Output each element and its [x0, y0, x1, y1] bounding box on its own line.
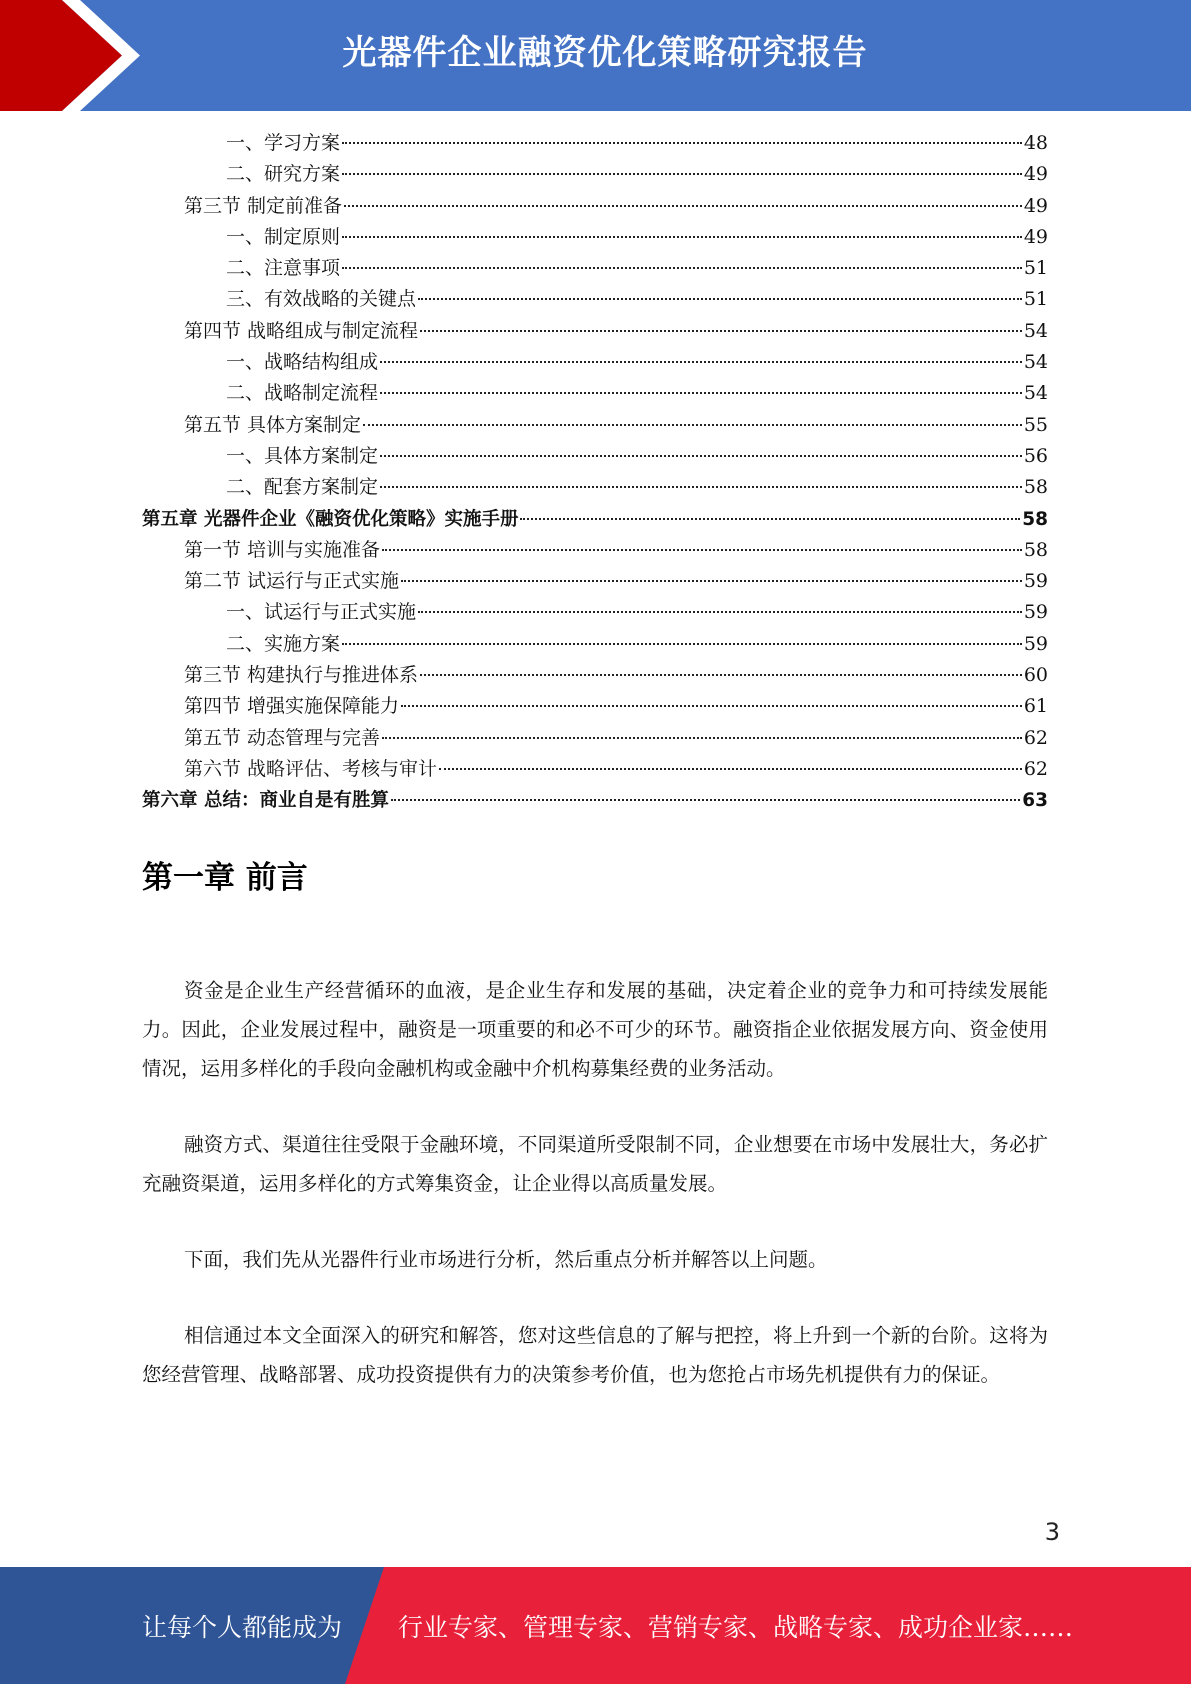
toc-entry-label: 二、研究方案 — [226, 163, 341, 186]
toc-dot-leader — [342, 173, 1022, 175]
toc-entry[interactable] — [142, 441, 1048, 472]
toc-dot-leader — [342, 236, 1022, 238]
toc-entry-page: 58 — [1022, 508, 1048, 530]
toc-entry-page: 54 — [1023, 382, 1048, 405]
toc-entry[interactable] — [142, 284, 1048, 315]
toc-entry[interactable] — [142, 629, 1048, 660]
toc-entry-label: 第六节 战略评估、考核与审计 — [184, 757, 438, 780]
toc-dot-leader — [363, 424, 1022, 426]
header-title: 光器件企业融资优化策略研究报告 — [342, 33, 868, 73]
toc-entry-chapter[interactable] — [142, 504, 1048, 535]
toc-entry-label: 二、配套方案制定 — [226, 476, 379, 499]
toc-dot-leader — [344, 205, 1022, 207]
toc-entry[interactable] — [142, 128, 1048, 159]
toc-entry-page: 59 — [1023, 570, 1048, 593]
toc-dot-leader — [380, 361, 1022, 363]
toc-dot-leader — [342, 267, 1022, 269]
toc-entry-label: 第三节 构建执行与推进体系 — [184, 664, 419, 687]
toc-entry-label: 第五节 动态管理与完善 — [184, 726, 381, 749]
toc-entry-page: 60 — [1023, 664, 1048, 687]
toc-entry-page: 61 — [1023, 695, 1048, 718]
toc-entry[interactable] — [142, 191, 1048, 222]
body-paragraph: 相信通过本文全面深入的研究和解答，您对这些信息的了解与把控，将上升到一个新的台阶。这将为您经营管理、战略部署、成功投资提供有力的决策参考价值，也为您抢占市场先机提供有力的保证。 — [142, 1323, 1048, 1386]
toc-entry-page: 49 — [1023, 225, 1048, 248]
toc-dot-leader — [342, 643, 1022, 645]
toc-entry-page: 55 — [1023, 413, 1048, 436]
footer-slogan-left: 让每个人都能成为 — [142, 1613, 343, 1642]
toc-entry[interactable] — [142, 660, 1048, 691]
table-of-contents — [142, 128, 1048, 817]
toc-entry-page: 56 — [1023, 444, 1048, 467]
toc-entry-label: 第一节 培训与实施准备 — [184, 538, 381, 561]
toc-entry-label: 第四节 增强实施保障能力 — [184, 695, 400, 718]
footer-slogan-right: 行业专家、管理专家、营销专家、战略专家、成功企业家…… — [398, 1613, 1074, 1642]
toc-entry-label: 第五节 具体方案制定 — [184, 413, 362, 436]
toc-dot-leader — [342, 142, 1022, 144]
page-footer — [0, 1567, 1191, 1684]
toc-entry-label: 第四节 战略组成与制定流程 — [184, 319, 419, 342]
toc-entry-label: 三、有效战略的关键点 — [226, 288, 417, 311]
toc-entry-label: 一、试运行与正式实施 — [226, 601, 417, 624]
toc-entry-page: 48 — [1023, 132, 1048, 154]
toc-entry-label: 一、具体方案制定 — [226, 444, 379, 467]
toc-entry-label: 一、学习方案 — [226, 132, 341, 154]
toc-entry[interactable] — [142, 472, 1048, 503]
toc-entry-label: 一、战略结构组成 — [226, 351, 379, 374]
page-number: 3 — [1044, 1518, 1060, 1546]
toc-entry-page: 63 — [1022, 790, 1048, 812]
toc-entry[interactable] — [142, 253, 1048, 284]
toc-dot-leader — [420, 330, 1022, 332]
chapter-title: 第一章 前言 — [142, 860, 308, 896]
toc-dot-leader — [380, 486, 1022, 488]
toc-entry-page: 62 — [1023, 726, 1048, 749]
toc-entry[interactable] — [142, 597, 1048, 628]
toc-entry-label: 第三节 制定前准备 — [184, 194, 343, 217]
toc-entry[interactable] — [142, 535, 1048, 566]
toc-entry-page: 62 — [1023, 757, 1048, 780]
toc-dot-leader — [391, 799, 1020, 801]
toc-dot-leader — [439, 768, 1022, 770]
toc-dot-leader — [520, 518, 1020, 520]
toc-entry-label: 第二节 试运行与正式实施 — [184, 570, 400, 593]
toc-dot-leader — [380, 392, 1022, 394]
toc-entry-label: 二、实施方案 — [226, 632, 341, 655]
toc-entry[interactable] — [142, 378, 1048, 409]
toc-entry-page: 58 — [1023, 538, 1048, 561]
toc-entry-page: 54 — [1023, 319, 1048, 342]
toc-entry[interactable] — [142, 566, 1048, 597]
header-arrow-decoration — [0, 0, 160, 111]
toc-entry-label: 一、制定原则 — [226, 225, 341, 248]
body-paragraph: 融资方式、渠道往往受限于金融环境，不同渠道所受限制不同，企业想要在市场中发展壮大，务必扩充融资渠道，运用多样化的方式筹集资金，让企业得以高质量发展。 — [142, 1132, 1048, 1195]
toc-entry-label: 二、注意事项 — [226, 257, 341, 280]
toc-entry-page: 59 — [1023, 601, 1048, 624]
toc-entry[interactable] — [142, 691, 1048, 722]
toc-entry[interactable] — [142, 410, 1048, 441]
toc-dot-leader — [401, 580, 1022, 582]
toc-entry[interactable] — [142, 222, 1048, 253]
toc-entry-page: 49 — [1023, 163, 1048, 186]
page-header — [0, 0, 1191, 111]
toc-dot-leader — [382, 549, 1022, 551]
toc-dot-leader — [420, 674, 1022, 676]
toc-dot-leader — [382, 737, 1022, 739]
toc-entry-chapter[interactable] — [142, 785, 1048, 816]
toc-entry[interactable] — [142, 159, 1048, 190]
body-paragraph: 下面，我们先从光器件行业市场进行分析，然后重点分析并解答以上问题。 — [184, 1247, 828, 1271]
toc-dot-leader — [401, 705, 1022, 707]
toc-entry-page: 49 — [1023, 194, 1048, 217]
toc-dot-leader — [380, 455, 1022, 457]
toc-dot-leader — [418, 611, 1022, 613]
body-paragraph: 资金是企业生产经营循环的血液，是企业生存和发展的基础，决定着企业的竞争力和可持续发展能力。因此，企业发展过程中，融资是一项重要的和必不可少的环节。融资指企业依据发展方向、资金使用情况，运用多样化的手段向金融机构或金融中介机构募集经费的业务活动。 — [142, 978, 1048, 1080]
toc-entry-page: 51 — [1023, 257, 1048, 280]
toc-entry-page: 51 — [1023, 288, 1048, 311]
toc-dot-leader — [418, 298, 1022, 300]
toc-entry-label: 第五章 光器件企业《融资优化策略》实施手册 — [142, 508, 519, 530]
toc-entry-label: 第六章 总结：商业自是有胜算 — [142, 790, 389, 812]
toc-entry-page: 54 — [1023, 351, 1048, 374]
toc-entry[interactable] — [142, 347, 1048, 378]
toc-entry[interactable] — [142, 316, 1048, 347]
toc-entry[interactable] — [142, 754, 1048, 785]
toc-entry[interactable] — [142, 723, 1048, 754]
toc-entry-page: 59 — [1023, 632, 1048, 655]
toc-entry-page: 58 — [1023, 476, 1048, 499]
toc-entry-label: 二、战略制定流程 — [226, 382, 379, 405]
